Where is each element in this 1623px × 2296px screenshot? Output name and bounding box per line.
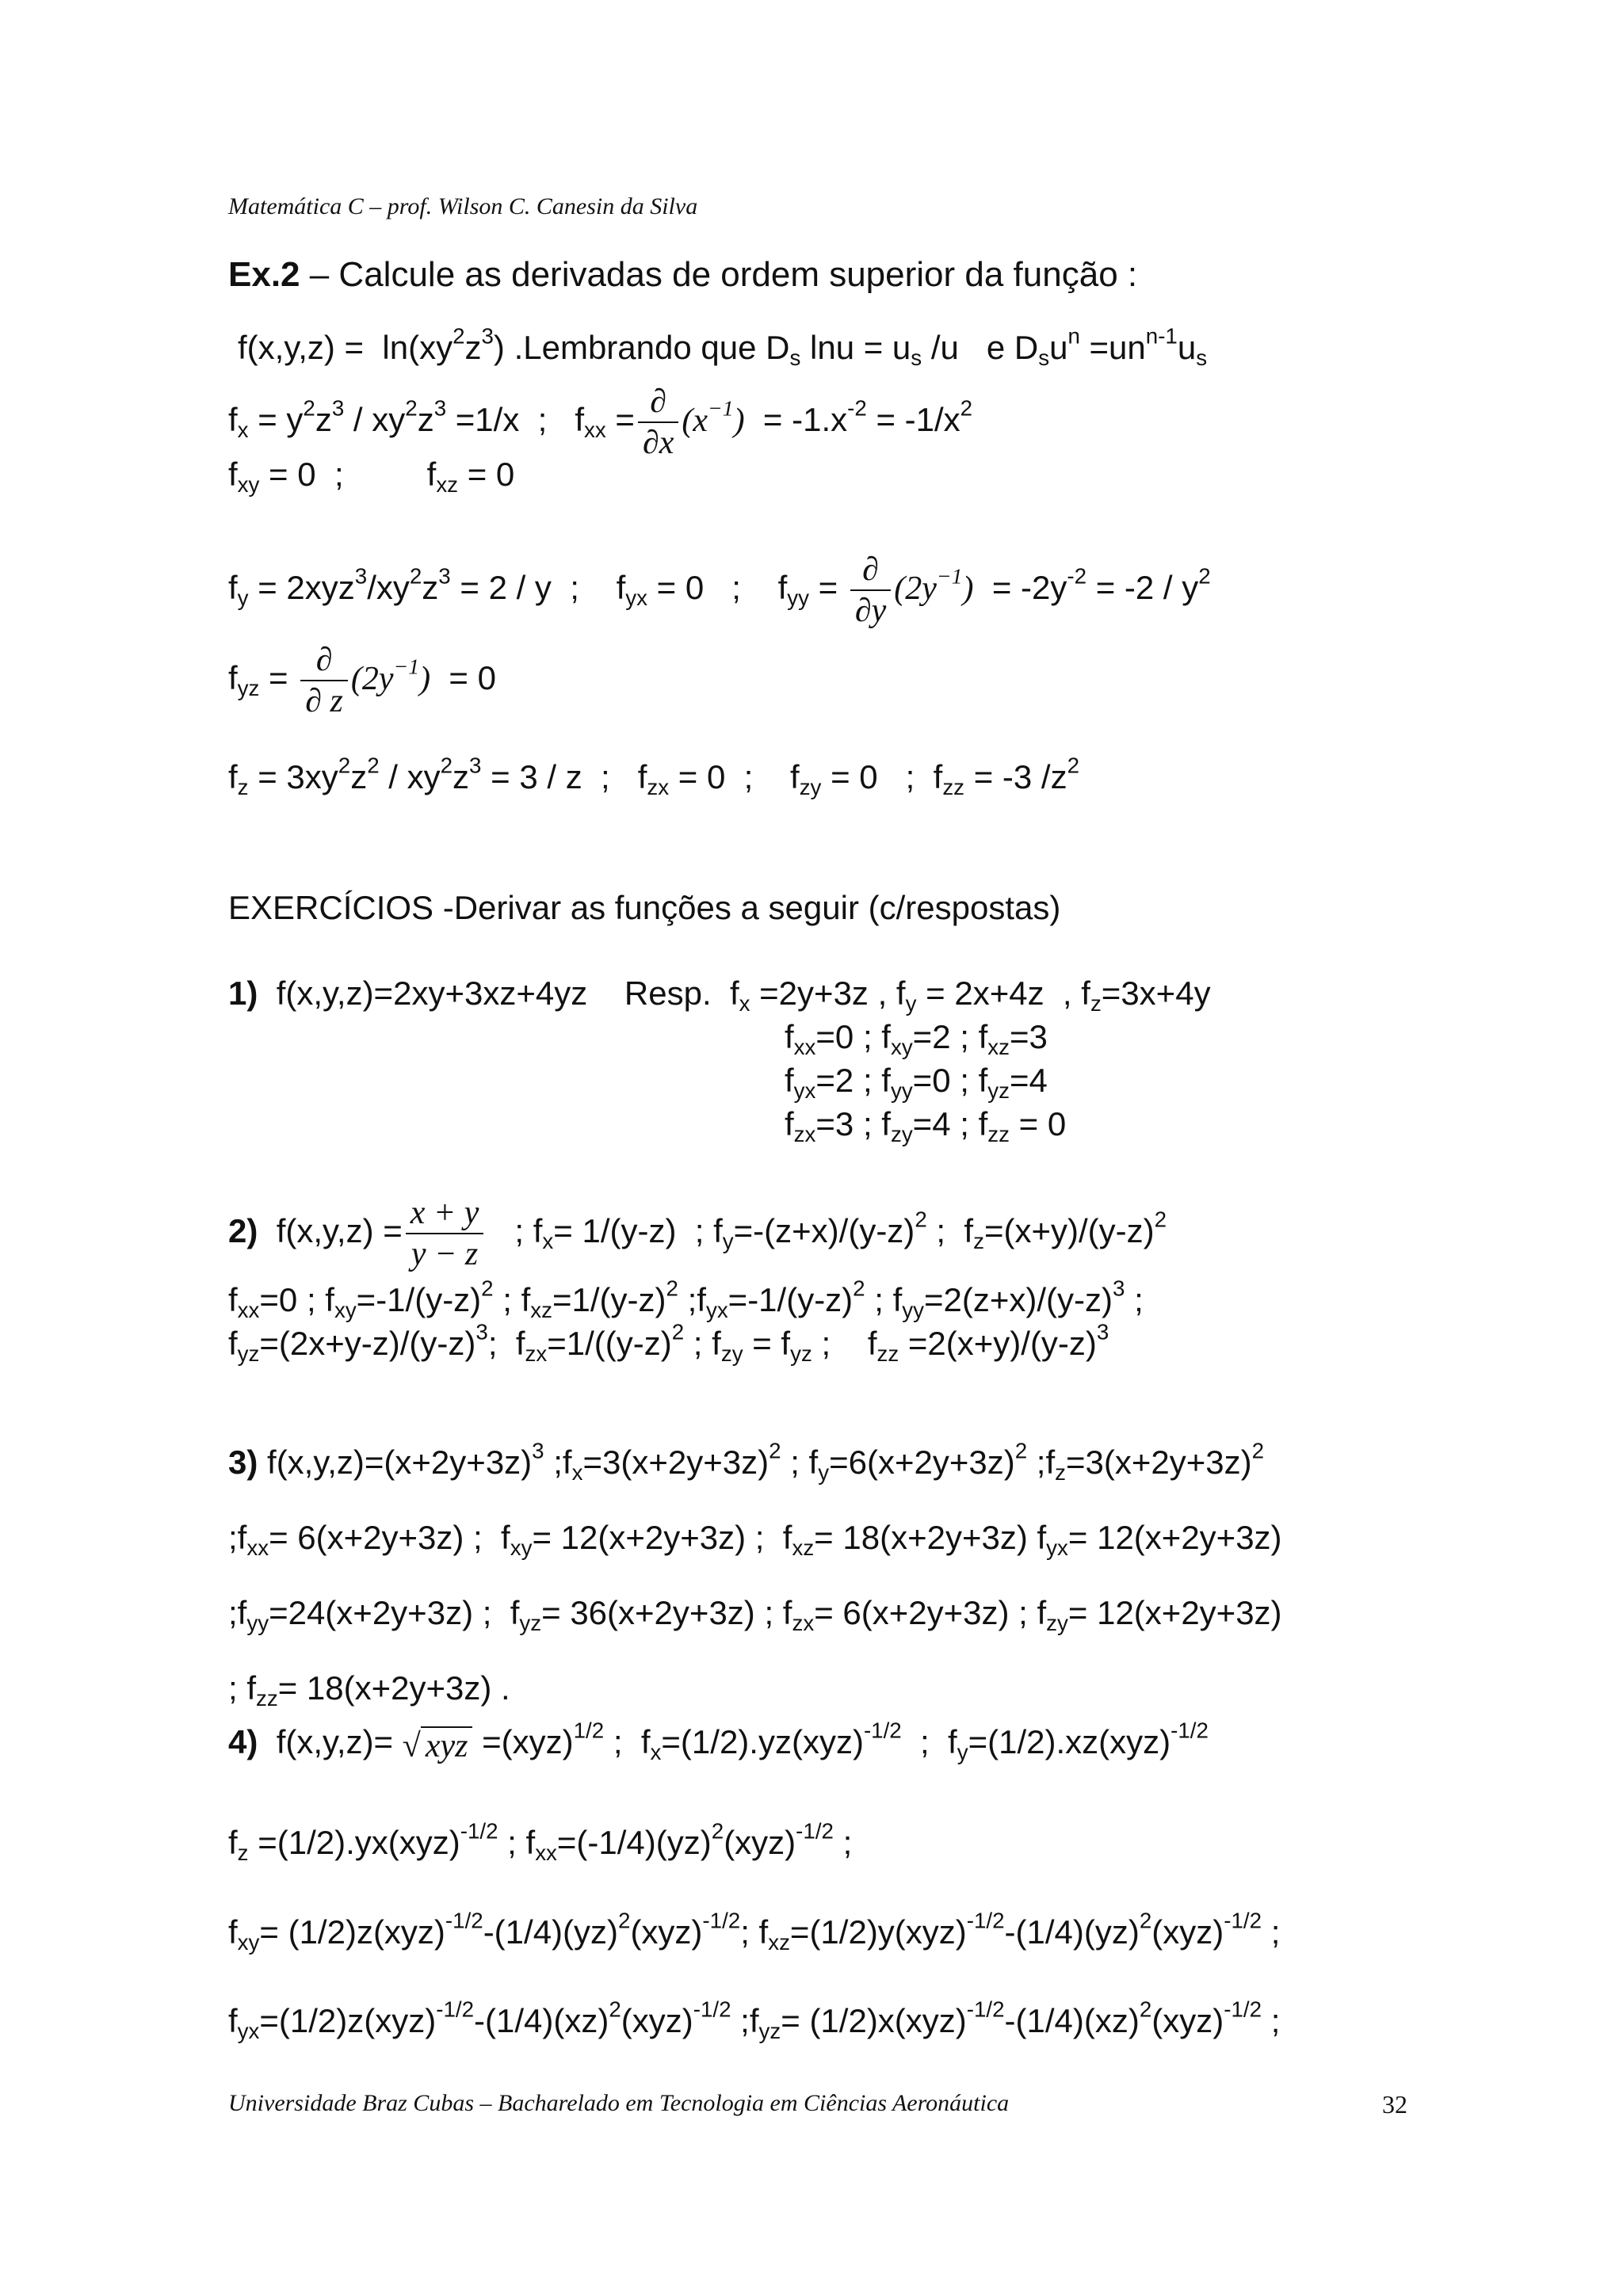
exercise-2-third-row: $f_{yz}=(2x+y-z)/(y-z)^3$; $f_{zx}=1/((y-z)^2$ ; $f_{zy} = f_{yz}$ ; $f_{zz} =2(x+y)/(y-z)^3$ [228, 1319, 1109, 1366]
exercise-4: 4) f(x,y,z)= √ xyz =(xyz)$^{1/2}$ ; $f_x=(1/2).yz(xyz)^{-1/2}$ ; $f_y=(1/2).xz(xyz)^{-1/2}$ [228, 1718, 1209, 1764]
exercise-1: 1) f(x,y,z)=2xy+3xz+4yz Resp. $f_x =2y+3z$ , $f_y = 2x+4z$ , $f_z=3x+4y$ [228, 974, 1211, 1016]
page-number: 32 [1382, 2090, 1407, 2119]
exercise-3-fourth-row: ; $f_{zz}= 18(x+2y+3z)$ . [228, 1669, 510, 1711]
quotient-fraction: $\frac{x + y}{y - z}$ [406, 1196, 484, 1271]
example-title: Ex.2 – Calcule as derivadas de ordem superior da função : [228, 255, 1138, 294]
partial-x-fraction: $\frac{\partial}{\partial x}$ [638, 385, 678, 460]
exercise-4-fourth-row: $f_{yx}=(1/2)z(xyz)^{-1/2}-(1/4)(xz)^2(xyz)^{-1/2}$ $;f_{yz}= (1/2)x(xyz)^{-1/2}-(1/4)(xz)^2(xyz)^{-1/2}$ ; [228, 1997, 1281, 2043]
partial-y-fraction: $\frac{\partial}{\partial y}$ [850, 553, 891, 627]
exercise-2: 2) f(x,y,z) = $\frac{x + y}{y - z}$ ; $f_x= 1/(y-z)$ ; $f_y=-(z+x)/(y-z)^2$ ; $f_z=(x+y)/(y-z)^2$ [228, 1195, 1167, 1272]
fx-line: $f_x = y^2z^3 / xy^2z^3 =1/x$ ; $f_{xx}$ = $\frac{\partial}{\partial x}$ $(x^{-1}) = -1.x^{-2} = -1/x^2$ [228, 383, 973, 461]
square-root: √ xyz [403, 1726, 473, 1763]
exercise-1-second-row: $f_{xx}=0$ ; $f_{xy}=2$ ; $f_{xz}=3$ [785, 1018, 1048, 1059]
function-definition: $f(x,y,z) = \ln(xy^2z^3)$ .Lembrando que $D_s$ $\ln u = u_s$ /u e $D_su^n =un^{n-1}u_s$ [238, 323, 1208, 370]
exercise-2-second-row: $f_{xx}=0$ ; $f_{xy}=-1/(y-z)^2$ ; $f_{xz}=1/(y-z)^2$ $;f_{yx}=-1/(y-z)^2$ ; $f_{yy}=2(z+x)/(y-z)^3$ ; [228, 1276, 1144, 1322]
fxy-fxz-line: $f_{xy} = 0$ ; $f_{xz} = 0$ [228, 456, 515, 497]
exercises-heading: EXERCÍCIOS -Derivar as funções a seguir (c/respostas) [228, 889, 1061, 926]
exercise-3-third-row: $;f_{yy}=24(x+2y+3z)$ ; $f_{yz}= 36(x+2y+3z)$ ; $f_{zx}= 6(x+2y+3z)$ ; $f_{zy}= 12(x+2y+3z)$ [228, 1594, 1282, 1635]
partial-z-fraction: $\frac{\partial}{\partial z}$ [300, 643, 348, 718]
fy-line: $f_y = 2xyz^3/xy^2z^3 = 2 / y$ ; $f_{yx} = 0$ ; $f_{yy}$ = $\frac{\partial}{\partial y}$ $(2y^{-1}) = -2y^{-2} = -2 / y^2$ [228, 551, 1211, 629]
exercise-4-second-row: $f_z =(1/2).yx(xyz)^{-1/2}$ ; $f_{xx}=(-1/4)(yz)^2(xyz)^{-1/2}$ ; [228, 1818, 853, 1865]
exercise-1-fourth-row: $f_{zx}=3$ ; $f_{zy}=4$ ; $f_{zz} = 0$ [785, 1105, 1067, 1146]
exercise-3: 3) $f(x,y,z)=(x+2y+3z)^3$ $;f_x=3(x+2y+3z)^2$ ; $f_y=6(x+2y+3z)^2$ $;f_z=3(x+2y+3z)^2$ [228, 1438, 1265, 1485]
exercise-1-third-row: $f_{yx}=2$ ; $f_{yy}=0$ ; $f_{yz}=4$ [785, 1062, 1048, 1103]
fz-line: $f_z = 3xy^2z^2 / xy^2z^3 = 3 / z$ ; $f_{zx} = 0$ ; $f_{zy} = 0$ ; $f_{zz} = -3$ $/z^2$ [228, 753, 1080, 799]
exercise-4-third-row: $f_{xy}= (1/2)z(xyz)^{-1/2}-(1/4)(yz)^2(xyz)^{-1/2}$; $f_{xz}=(1/2)y(xyz)^{-1/2}-(1/4)(yz)^2(xyz)^{-1/2}$ ; [228, 1908, 1281, 1955]
fyz-line: $f_{yz}$ = $\frac{\partial}{\partial z}$ $(2y^{-1}) = 0$ [228, 642, 496, 719]
running-header: Matemática C – prof. Wilson C. Canesin da Silva [228, 193, 698, 219]
exercise-3-second-row: $;f_{xx}= 6(x+2y+3z)$ ; $f_{xy}= 12(x+2y+3z)$ ; $f_{xz}= 18(x+2y+3z)$ $f_{yx}= 12(x+2y+3z)$ [228, 1519, 1282, 1560]
running-footer: Universidade Braz Cubas – Bacharelado em Tecnologia em Ciências Aeronáutica [228, 2090, 1010, 2116]
